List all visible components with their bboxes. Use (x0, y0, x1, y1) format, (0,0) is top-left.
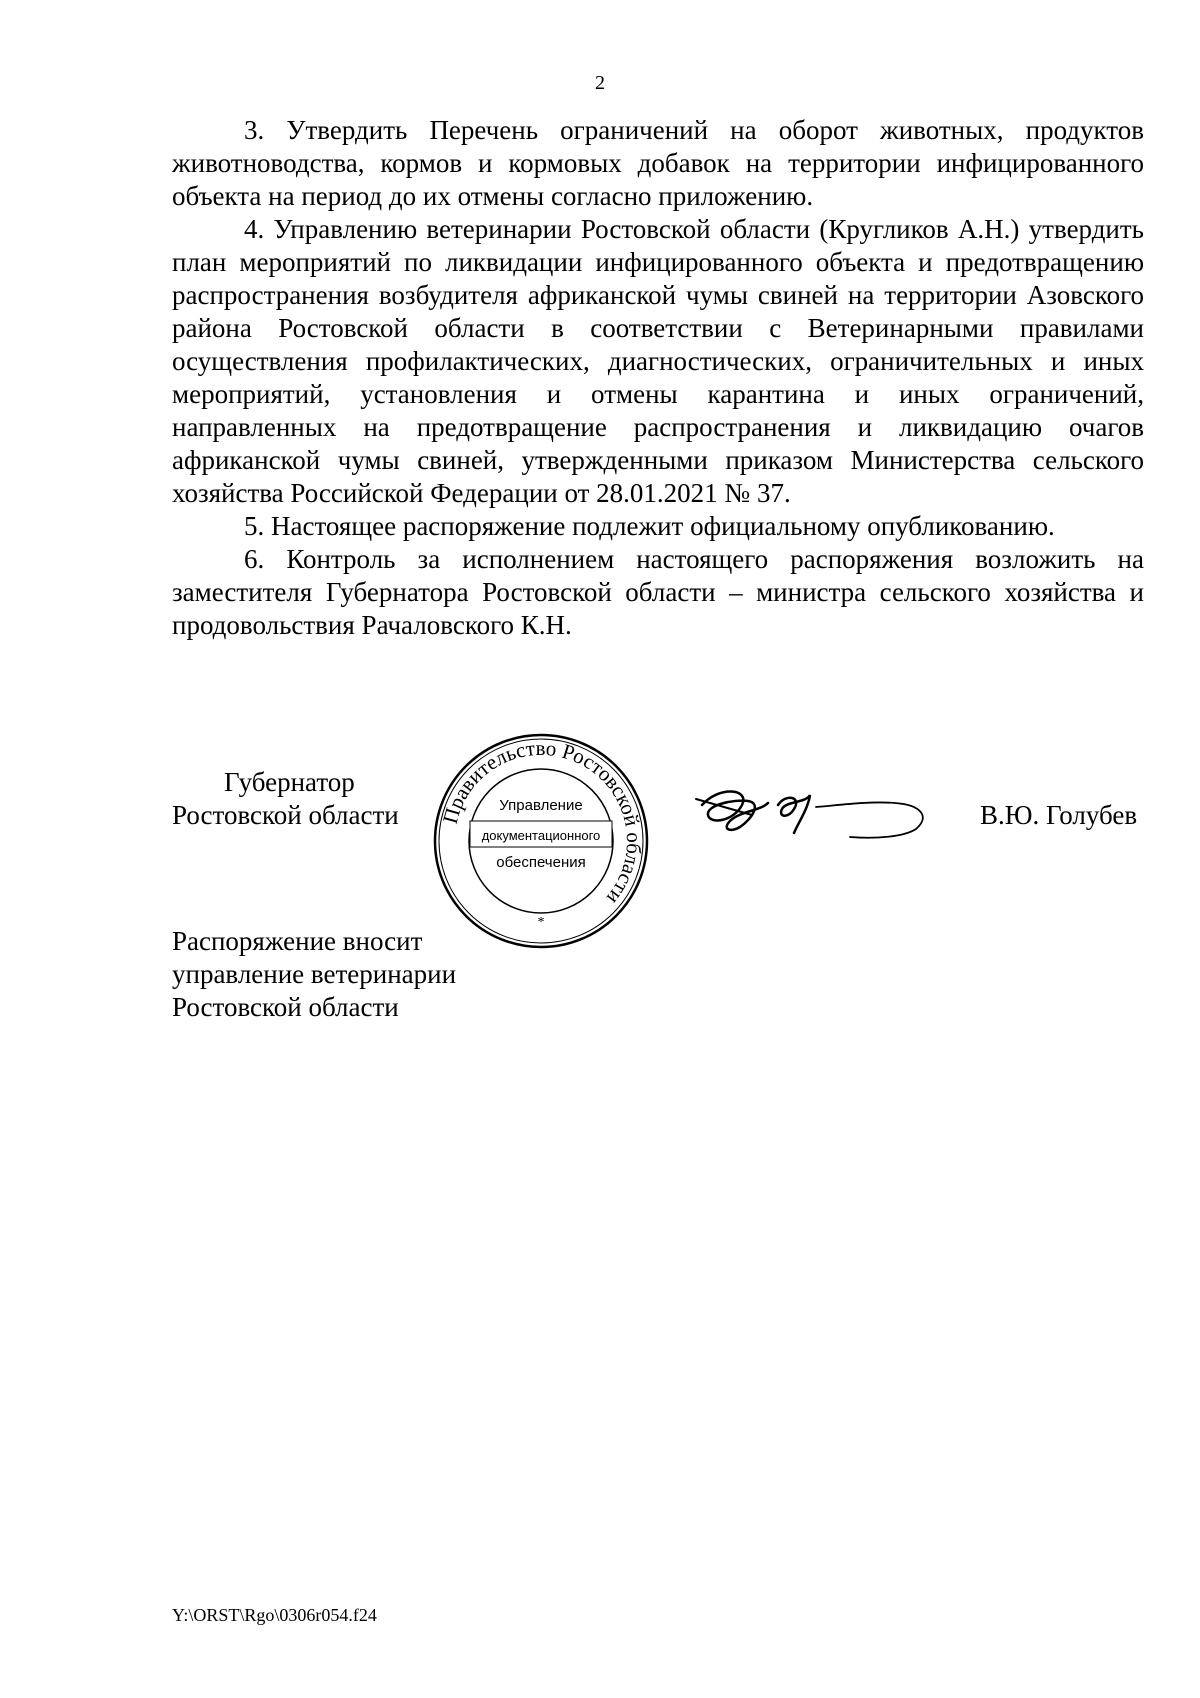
submitter-line1: Распоряжение вносит (172, 926, 423, 956)
submitter-line2: управление ветеринарии (172, 959, 457, 989)
document-body (172, 114, 1144, 642)
signatory-title-line1: Губернатор (224, 767, 355, 797)
submitter-note (172, 925, 456, 1024)
signatory-name: В.Ю. Голубев (980, 800, 1138, 830)
seal-inner-line1: Управление (499, 797, 583, 814)
seal-outer-text: Правительство Ростовской области (437, 735, 647, 910)
signatory-title (172, 766, 399, 832)
signatory-title-line2: Ростовской области (172, 800, 399, 830)
seal-inner-line3: обеспечения (496, 854, 586, 871)
page-number: 2 (595, 72, 605, 94)
seal-inner-line2: документационного (481, 828, 601, 843)
paragraph-6: 6. Контроль за исполнением настоящего распоряжения возложить на заместителя Губернатора Ростовской области – министра сельского хозяйства и продовольствия Рачаловского К.Н. (172, 544, 1144, 640)
file-path-footer: Y:\ORST\Rgo\0306r054.f24 (172, 1605, 377, 1625)
paragraph-5: 5. Настоящее распоряжение подлежит официальному опубликованию. (244, 511, 1055, 541)
official-seal (430, 730, 652, 952)
paragraph-4: 4. Управлению ветеринарии Ростовской области (Кругликов А.Н.) утвердить план мероприятий по ликвидации инфицированного объекта и предотвращению распространения возбудителя африканской чумы свиней на территории Азовского района Ростовской области в соответствии с Ветеринарными правилами осуществления профилактических, диагностических, ограничительных и иных мероприятий, установления и отмены карантина и иных ограничений, направленных на предотвращение распространения и ликвидацию очагов африканской чумы свиней, утвержденными приказом Министерства сельского хозяйства Российской Федерации от 28.01.2021 № 37. (172, 214, 1144, 508)
submitter-line3: Ростовской области (172, 992, 399, 1022)
handwritten-signature (690, 775, 935, 855)
paragraph-3: 3. Утвердить Перечень ограничений на оборот животных, продуктов животноводства, кормов и кормовых добавок на территории инфицированного объекта на период до их отмены согласно приложению. (172, 115, 1144, 211)
seal-star-icon: * (537, 915, 545, 930)
